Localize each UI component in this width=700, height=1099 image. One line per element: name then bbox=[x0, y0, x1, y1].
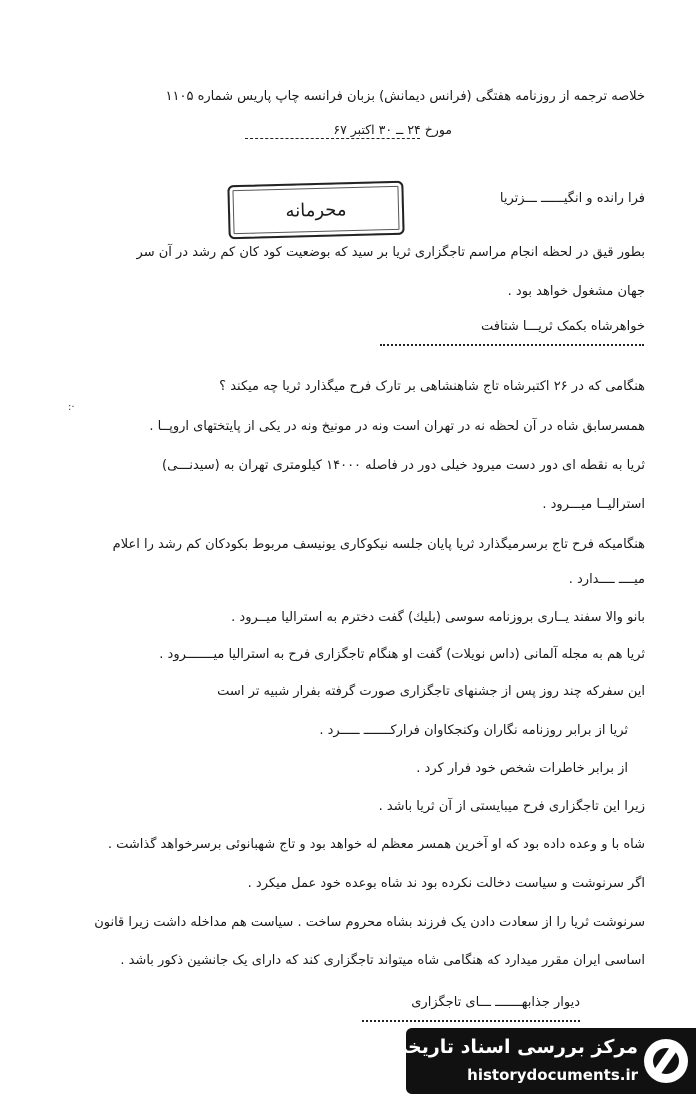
mark-speck: ·: bbox=[68, 402, 75, 413]
heading-underline-1 bbox=[380, 344, 644, 349]
text-line-12: این سفرکه چند روز پس از جشنهای تاجگزاری صورت گرفته بفرار شبیه تر است bbox=[217, 684, 645, 699]
text-line-10: بانو والا سفند یــاری بروزنامه سوسی (بلیك) گفت دخترم به استرالیا میــرود . bbox=[231, 610, 645, 625]
watermark-url: historydocuments.ir bbox=[467, 1066, 638, 1084]
text-line-1: فرا رانده و انگیــــــ ـــزتریا bbox=[499, 191, 645, 206]
text-line-11: ثریا هم به مجله آلمانی (داس نویلات) گفت او هنگام تاجگزاری فرح به استرالیا میـــــــرود . bbox=[159, 647, 645, 662]
text-line-2: بطور قیق در لحظه انجام مراسم تاجگزاری ثریا بر سید که بوضعیت کود کان کم رشد در آن سر bbox=[136, 245, 645, 260]
text-line-19: اساسی ایران مقرر میدارد که هنگامی شاه میتواند تاجگزاری کند که دارای یک جانشین ذکور باشد . bbox=[120, 953, 645, 968]
document-title: خلاصه ترجمه از روزنامه هفتگی (فرانس دیمانش) بزبان فرانسه چاپ پاریس شماره ۱۱۰۵ bbox=[165, 89, 645, 104]
confidential-stamp: محرمانه bbox=[227, 181, 404, 240]
document-date: مورخ ۲۴ ــ ۳۰ اکتبر ۶۷ bbox=[333, 122, 452, 137]
text-line-16: شاه با و وعده داده بود که او آخرین همسر معظم له خواهد بود و تاج شهبانوئی برسرخواهد گذاشت . bbox=[107, 837, 645, 852]
archive-logo-icon bbox=[644, 1039, 688, 1083]
text-line-3: جهان مشغول خواهد بود . bbox=[507, 284, 645, 299]
text-line-7: استرالیــا میـــرود . bbox=[542, 497, 645, 512]
text-line-5: همسرسابق شاه در آن لحظه نه در تهران است ونه در مونیخ ونه در یکی از پایتختهای اروپــا . bbox=[149, 419, 645, 434]
section-heading-2: دیوار جذابهـــــــ ـــای تاجگزاری bbox=[411, 995, 580, 1010]
text-line-8: هنگامیکه فرح تاج برسرمیگذارد ثریا پایان جلسه نیکوکاری یونیسف مربوط بکودکان کم رشد را اعلام bbox=[112, 537, 645, 552]
watermark-logo bbox=[388, 1028, 696, 1094]
heading-underline-2 bbox=[362, 1020, 580, 1025]
date-underline bbox=[245, 138, 420, 139]
text-line-9: میــــ ــــدارد . bbox=[568, 572, 645, 587]
text-line-18: سرنوشت ثریا را از سعادت دادن یک فرزند بشاه محروم ساخت . سیاست هم مداخله داشت زیرا قانون bbox=[94, 915, 645, 930]
section-heading-1: خواهرشاه بکمک ثریـــا شتافت bbox=[481, 319, 645, 334]
text-line-13: ثریا از برابر روزنامه نگاران وکنجکاوان فرارکـــــــ ـــــرد . bbox=[319, 723, 628, 738]
watermark-name: مرکز بررسی اسناد تاریخی bbox=[388, 1036, 638, 1058]
text-line-17: اگر سرنوشت و سیاست دخالت نکرده بود ند شاه بوعده خود عمل میکرد . bbox=[247, 876, 645, 891]
text-line-6: ثریا به نقطه ای دور دست میرود خیلی دور در فاصله ۱۴۰۰۰ کیلومتری تهران به (سیدنـــی) bbox=[162, 458, 645, 473]
text-line-4: هنگامی که در ۲۶ اکتبرشاه تاج شاهنشاهی بر تارک فرح میگذارد ثریا چه میکند ؟ bbox=[219, 379, 645, 394]
text-line-15: زیرا این تاجگزاری فرح میبایستی از آن ثریا باشد . bbox=[378, 799, 645, 814]
text-line-14: از برابر خاطرات شخص خود فرار کرد . bbox=[416, 761, 628, 776]
